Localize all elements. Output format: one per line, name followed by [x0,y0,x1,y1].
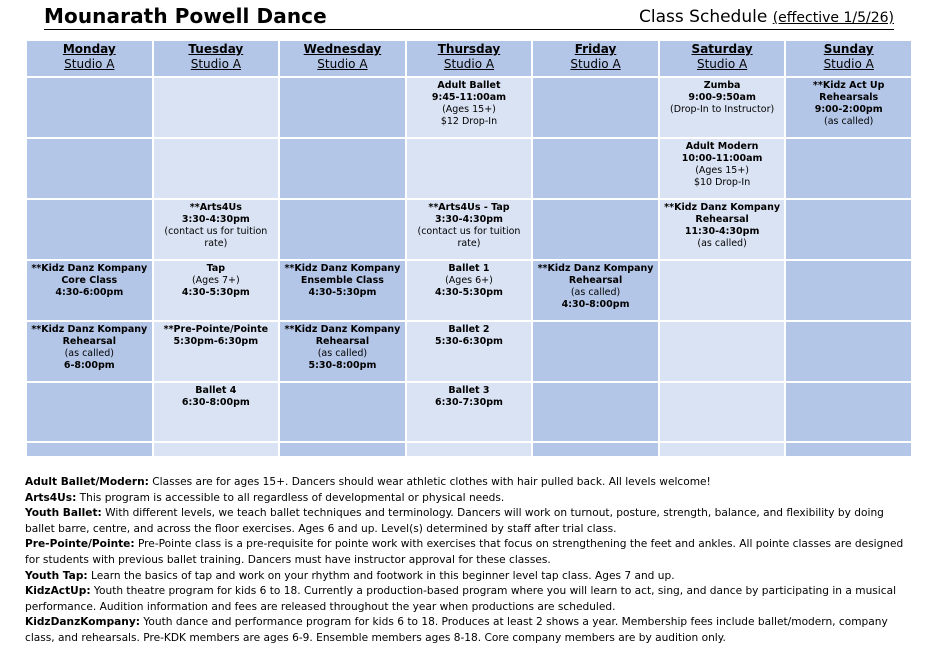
empty-cell [26,199,153,260]
class-info-line: Ballet 4 [195,385,237,396]
schedule-subtitle [639,7,894,27]
program-term: KidzDanzKompany: [25,616,140,629]
program-term: Arts4Us: [25,491,77,504]
program-description: Pre-Pointe class is a pre-requisite for pointe work with exercises that focus on strengthening the feet and ankles. All pointe classes are designed for students with previous ballet training. Dancers must have instructor approval for these classes. [25,538,904,566]
class-info-line: (contact us for tuition [164,226,268,237]
class-cell [406,260,533,321]
program-note [25,506,915,537]
day-header-wednesday [279,40,406,77]
program-description: Learn the basics of tap and work on your rhythm and footwork in this beginner level tap class. Ages 7 and up. [87,569,675,582]
class-info-line: Rehearsal [695,214,749,225]
class-cell [153,199,280,260]
empty-cell [153,77,280,138]
class-cell [406,77,533,138]
class-info-line: 6:30-7:30pm [435,397,503,408]
class-info-line: **Pre-Pointe/Pointe [163,324,269,335]
empty-cell [785,138,912,199]
class-info-line: Core Class [61,275,118,286]
class-info-line: rate) [204,238,228,249]
empty-cell [532,138,659,199]
class-info-line: rate) [457,238,481,249]
studio-name: Studio A [190,57,241,71]
day-name: Friday [574,42,617,56]
class-cell [406,382,533,442]
schedule-row [26,199,912,260]
empty-cell [532,199,659,260]
day-name: Wednesday [303,42,382,56]
class-cell [26,260,153,321]
class-cell [153,260,280,321]
empty-cell [26,382,153,442]
program-note [25,537,915,568]
day-name: Thursday [437,42,501,56]
class-info-line: (Drop-In to Instructor) [670,104,775,115]
program-description: Classes are for ages 15+. Dancers should wear athletic clothes with hair pulled back. All levels welcome! [148,476,711,488]
class-cell [406,199,533,260]
studio-name: Studio A [570,57,621,71]
empty-cell [279,382,406,442]
program-description: With different levels, we teach ballet techniques and terminology. Dancers will work on turnout, posture, strength, balance, and flexibility by doing ballet barre, centre, and across the floor exercises. Ages 6 and up. Level(s) determined by staff after trial class. [25,507,884,535]
empty-cell [279,138,406,199]
day-header-friday [532,40,659,77]
class-cell [785,77,912,138]
class-info-line: 4:30-5:30pm [435,287,503,298]
program-note [25,475,915,491]
schedule-row [26,77,912,138]
class-info-line: Rehearsal [568,275,623,286]
class-info-line: Ballet 1 [448,263,490,274]
class-info-line: Rehearsal [315,336,370,347]
program-term: Adult Ballet/Modern: [25,476,149,488]
class-info-line: Adult Ballet [437,80,501,91]
class-info-line: (Ages 15+) [695,165,749,176]
class-info-line: (as called) [570,287,621,298]
empty-cell [785,199,912,260]
class-info-line: **Kidz Danz Kompany [664,202,781,213]
class-cell [279,260,406,321]
class-info-line: 3:30-4:30pm [435,214,503,225]
class-info-line: 4:30-5:30pm [308,287,377,298]
class-info-line: (Ages 15+) [442,104,496,115]
schedule-row [26,321,912,382]
class-info-line: 9:00-9:50am [688,92,756,103]
class-cell [406,321,533,382]
program-term: KidzActUp: [25,585,91,598]
empty-cell [26,77,153,138]
class-info-line: (Ages 6+) [445,275,493,286]
class-info-line: 4:30-8:00pm [561,299,630,310]
program-note [25,584,915,615]
class-cell [153,321,280,382]
empty-cell [532,77,659,138]
empty-cell [785,382,912,442]
empty-cell [406,138,533,199]
day-header-thursday [406,40,533,77]
class-info-line: **Kidz Danz Kompany [31,263,148,274]
schedule-body [26,77,912,457]
class-info-line: 6-8:00pm [63,360,115,371]
schedule-label: Class Schedule [639,7,768,27]
studio-name: Studio A [317,57,368,71]
class-info-line: (as called) [64,348,114,359]
effective-date: (effective 1/5/26) [772,10,894,26]
class-info-line: Zumba [703,80,741,91]
empty-cell [26,138,153,199]
empty-cell [406,442,533,457]
program-term: Youth Ballet: [25,507,102,520]
program-description: Youth dance and performance program for kids 6 to 18. Produces at least 2 shows a year. Membership fees include ballet/modern, company class, and rehearsals. Pre-KDK members are ages 6-9. Ensemble members ages 8-18. Core company members are by audition only. [25,616,888,644]
empty-cell [785,321,912,382]
class-info-line: **Kidz Act Up [812,80,885,91]
class-info-line: **Arts4Us [189,202,242,213]
program-note [25,491,915,507]
schedule-row [26,382,912,442]
class-info-line: Rehearsal [62,336,116,347]
program-description: This program is accessible to all regardless of developmental or physical needs. [76,491,505,504]
program-note [25,615,915,646]
class-info-line: (as called) [317,348,368,359]
empty-cell [659,260,786,321]
class-info-line: 5:30-8:00pm [308,360,377,371]
day-header-saturday [659,40,786,77]
class-info-line: **Kidz Danz Kompany [284,324,401,335]
empty-cell [659,442,786,457]
class-info-line: (contact us for tuition [417,226,521,237]
program-term: Youth Tap: [25,569,88,582]
class-info-line: Adult Modern [685,141,759,152]
day-header-tuesday [153,40,280,77]
program-notes [25,475,915,647]
empty-cell [785,260,912,321]
class-cell [659,138,786,199]
day-header-row [26,40,912,77]
schedule-row [26,138,912,199]
program-term: Pre-Pointe/Pointe: [25,538,135,551]
class-info-line: 9:00-2:00pm [814,104,883,115]
studio-name: Studio A [823,57,874,71]
empty-cell [532,382,659,442]
empty-cell [785,442,912,457]
class-info-line: Ballet 2 [448,324,490,335]
class-info-line: $12 Drop-In [440,116,498,127]
class-info-line: (Ages 7+) [191,275,240,286]
class-info-line: $10 Drop-In [693,177,751,188]
class-info-line: 11:30-4:30pm [684,226,760,237]
empty-cell [532,442,659,457]
class-info-line: 3:30-4:30pm [181,214,250,225]
program-note [25,569,915,585]
day-name: Sunday [823,42,874,56]
class-info-line: **Arts4Us - Tap [428,202,510,213]
studio-title: Mounarath Powell Dance [44,4,327,28]
class-cell [532,260,659,321]
schedule-table [25,39,913,458]
class-info-line: Ensemble Class [300,275,384,286]
class-cell [153,382,280,442]
schedule-row [26,260,912,321]
class-cell [26,321,153,382]
page-header [44,4,894,30]
class-cell [279,321,406,382]
class-info-line: 9:45-11:00am [431,92,507,103]
studio-name: Studio A [64,57,115,71]
class-info-line: Tap [206,263,226,274]
empty-cell [279,77,406,138]
empty-cell [659,382,786,442]
class-info-line: 5:30-6:30pm [435,336,503,347]
day-name: Saturday [691,42,753,56]
class-info-line: (as called) [697,238,747,249]
day-header-monday [26,40,153,77]
class-info-line: Rehearsals [819,92,879,103]
schedule-footer-strip [26,442,912,457]
day-name: Tuesday [188,42,244,56]
program-description: Youth theatre program for kids 6 to 18. Currently a production-based program where you will learn to act, sing, and dance by participating in a musical performance. Audition information and fees are released throughout the year when productions are scheduled. [25,585,897,613]
class-info-line: (as called) [823,116,874,127]
empty-cell [532,321,659,382]
empty-cell [26,442,153,457]
class-info-line: 4:30-6:00pm [55,287,124,298]
class-info-line: Ballet 3 [448,385,490,396]
class-info-line: 6:30-8:00pm [181,397,250,408]
class-cell [659,199,786,260]
empty-cell [659,321,786,382]
empty-cell [153,138,280,199]
empty-cell [279,442,406,457]
class-info-line: 5:30pm-6:30pm [173,336,259,347]
class-info-line: 10:00-11:00am [681,153,763,164]
empty-cell [153,442,280,457]
class-info-line: **Kidz Danz Kompany [284,263,401,274]
day-name: Monday [62,42,116,56]
class-info-line: **Kidz Danz Kompany [537,263,654,274]
day-header-sunday [785,40,912,77]
class-info-line: **Kidz Danz Kompany [31,324,148,335]
studio-name: Studio A [443,57,495,71]
studio-name: Studio A [696,57,748,71]
class-info-line: 4:30-5:30pm [181,287,250,298]
class-cell [659,77,786,138]
empty-cell [279,199,406,260]
